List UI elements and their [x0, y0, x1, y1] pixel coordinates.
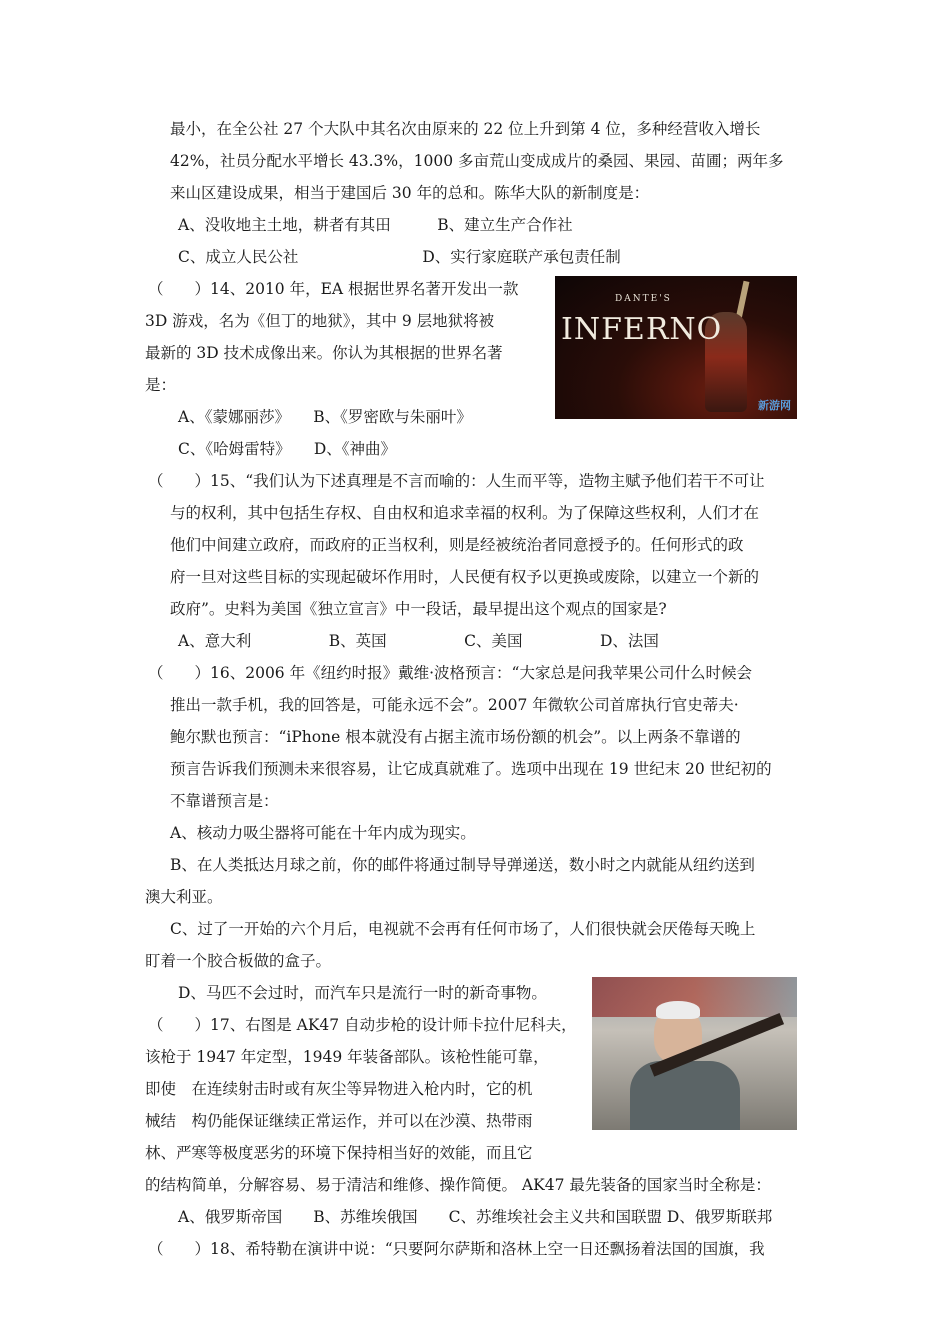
option-line: A、核动力吸尘器将可能在十年内成为现实。: [170, 824, 476, 842]
question-18-line: （ ）18、希特勒在演讲中说：“只要阿尔萨斯和洛林上空一日还飘扬着法国的国旗，我: [148, 1240, 765, 1258]
text-line: 政府”。史料为美国《独立宣言》中一段话，最早提出这个观点的国家是?: [170, 600, 667, 618]
dantes-inferno-game-image: [555, 276, 797, 419]
option-line: C、《哈姆雷特》 D、《神曲》: [178, 440, 397, 458]
option-line: A、意大利 B、英国 C、美国 D、法国: [178, 632, 659, 650]
text-line: 府一旦对这些目标的实现起破坏作用时，人民便有权予以更换或废除，以建立一个新的: [170, 568, 760, 586]
option-line: C、成立人民公社 D、实行家庭联产承包责任制: [178, 248, 621, 266]
text-line: 鲍尔默也预言：“iPhone 根本就没有占据主流市场份额的机会”。以上两条不靠谱的: [170, 728, 741, 746]
kalashnikov-photo: [592, 977, 797, 1130]
text-line: 是：: [145, 376, 177, 394]
text-line: 该枪于 1947 年定型，1949 年装备部队。该枪性能可靠，: [145, 1048, 549, 1066]
option-line: D、马匹不会过时，而汽车只是流行一时的新奇事物。: [178, 984, 547, 1002]
option-line: B、在人类抵达月球之前，你的邮件将通过制导导弹递送，数小时之内就能从纽约送到: [170, 856, 755, 874]
text-line: 即使 在连续射击时或有灰尘等异物进入枪内时，它的机: [145, 1080, 533, 1098]
text-line: 最新的 3D 技术成像出来。你认为其根据的世界名著: [145, 344, 503, 362]
person-hair-shape: [656, 1001, 700, 1019]
option-line: C、过了一开始的六个月后，电视就不会再有任何市场了，人们很快就会厌倦每天晚上: [170, 920, 756, 938]
text-line: 澳大利亚。: [145, 888, 223, 906]
text-line: 他们中间建立政府，而政府的正当权利，则是经被统治者同意授予的。任何形式的政: [170, 536, 744, 554]
question-14-line: （ ）14、2010 年，EA 根据世界名著开发出一款: [148, 280, 519, 298]
person-body-shape: [630, 1061, 740, 1130]
option-line: A、俄罗斯帝国 B、苏维埃俄国 C、苏维埃社会主义共和国联盟 D、俄罗斯联邦: [178, 1208, 773, 1226]
image-title-large: INFERNO: [561, 312, 723, 347]
text-line: 林、严寒等极度恶劣的环境下保持相当好的效能，而且它: [145, 1144, 533, 1162]
question-15-line: （ ）15、“我们认为下述真理是不言而喻的：人生而平等，造物主赋予他们若干不可让: [148, 472, 765, 490]
text-line: 3D 游戏，名为《但丁的地狱》，其中 9 层地狱将被: [145, 312, 495, 330]
option-line: A、《蒙娜丽莎》 B、《罗密欧与朱丽叶》: [178, 408, 472, 426]
text-line: 的结构简单，分解容易、易于清洁和维修、操作简便。 AK47 最先装备的国家当时全称是：: [145, 1176, 771, 1194]
text-line: 最小，在全公社 27 个大队中其名次由原来的 22 位上升到第 4 位，多种经营收入增长: [170, 120, 761, 138]
image-watermark: 新游网: [758, 399, 791, 412]
text-line: 不靠谱预言是：: [170, 792, 279, 810]
text-line: 推出一款手机，我的回答是，可能永远不会”。2007 年微软公司首席执行官史蒂夫·: [170, 696, 739, 714]
option-line: A、没收地主土地，耕者有其田 B、建立生产合作社: [178, 216, 573, 234]
text-line: 预言告诉我们预测未来很容易，让它成真就难了。选项中出现在 19 世纪末 20 世纪初的: [170, 760, 772, 778]
text-line: 与的权利，其中包括生存权、自由权和追求幸福的权利。为了保障这些权利，人们才在: [170, 504, 760, 522]
text-line: 盯着一个胶合板做的盒子。: [145, 952, 332, 970]
question-17-line: （ ）17、右图是 AK47 自动步枪的设计师卡拉什尼科夫，: [148, 1016, 577, 1034]
question-16-line: （ ）16、2006 年《纽约时报》戴维·波格预言：“大家总是问我苹果公司什么时候会: [148, 664, 752, 682]
text-line: 42%，社员分配水平增长 43.3%，1000 多亩荒山变成成片的桑园、果园、苗圃；两年多: [170, 152, 784, 170]
text-line: 械结 构仍能保证继续正常运作，并可以在沙漠、热带雨: [145, 1112, 533, 1130]
text-line: 来山区建设成果，相当于建国后 30 年的总和。陈华大队的新制度是：: [170, 184, 650, 202]
image-title-small: DANTE'S: [615, 294, 672, 304]
